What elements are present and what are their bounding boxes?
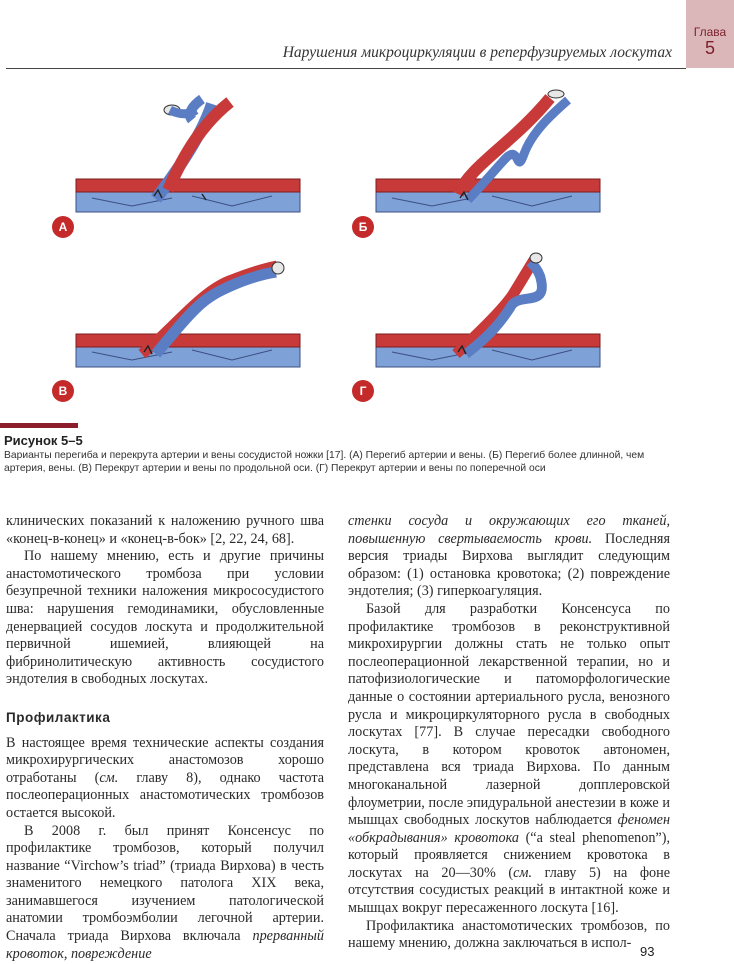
figure-badge-g: Г [352,380,374,402]
paragraph: Базой для разработки Консенсуса по профилактике тромбозов в реконструктивной микрохирургии должны стать не только опыт послеоперационной лекарственной терапии, но и патофизиологические и патоморфологические данные о состоянии артериального русла, венозного русла и микроциркуляторного русла в свободных лоскутах [77]. В случае пересадки свободного лоскута, в котором кровоток автономен, представлена вся триада Вирхова. По данным многоканальной лазерной допплеровской флоуметрии, после эпидуральной анестезии в коже и мышцах свободных лоскутов наблюдается феномен «обкрадывания» кровотока (“a steal phenomenon”), который проявляется снижением кровотока в лоскутах на 20—30% (см. главу 5) на фоне отсутствия сосудистых реакций в интактной коже и мышцах вокруг пересаженного лоскута [16]. [348,600,670,917]
header-divider [6,68,686,69]
figure-panel-g [372,250,604,382]
paragraph: клинических показаний к наложению ручного шва «конец-в-конец» и «конец-в-бок» [2, 22, 24, 68]. [6,513,324,547]
figure-badge-a: А [52,216,74,238]
paragraph: стенки сосуда и окружающих его тканей, повышенную свертываемость крови. Последняя версия триады Вирхова выглядит следующим образом: (1) остановка кровотока; (2) повреждение эндотелия; (3) гиперкоагуляция. [348,513,670,600]
paragraph: По нашему мнению, есть и другие причины анастомотического тромбоза при условии безупречной техники наложения микрососудистого шва: нарушения гемодинамики, обусловленные денервацией сосудов лоскута и продолжительной первичной ишемией, влияющей на фибринолитическую активность сосудистого эндотелия в свободных лоскутах. [6,548,324,688]
figure-caption-title: Рисунок 5–5 [4,433,83,448]
chapter-tab [686,0,734,68]
figure-panel-v [72,250,304,382]
figure-badge-v: В [52,380,74,402]
left-column [6,513,324,963]
paragraph: Профилактика анастомотических тромбозов, по нашему мнению, должна заключаться в испол- [348,917,670,952]
page-number: 93 [640,944,655,959]
figure-panel-a [72,84,304,228]
caption-bar [0,423,78,428]
right-column [348,513,670,953]
running-title: Нарушения микроциркуляции в реперфузируемых лоскутах [282,44,672,61]
figure-badge-b: Б [352,216,374,238]
chapter-number: 5 [704,38,715,58]
paragraph: В настоящее время технические аспекты создания микрохирургических анастомозов хорошо отработаны (см. главу 8), однако частота послеоперационных анастомотических тромбозов остается высокой. [6,734,324,821]
figure-panel-b [372,84,604,228]
chapter-label: Глава [693,25,727,39]
figure-caption-text: Варианты перегиба и перекрута артерии и вены сосудистой ножки [17]. (А) Перегиб артерии и вены. (Б) Перегиб более длинной, чем артерия, вены. (В) Перекрут артерии и вены по продольной оси. (Г) Перекрут артерии и вены по поперечной оси [4,450,645,474]
paragraph: В 2008 г. был принят Консенсус по профилактике тромбозов, который получил название “Virchow’s triad” (триада Вирхова) в честь знаменитого немецкого патолога XIX века, занимавшегося изучением патологической анатомии тромбоэмболии легочной артерии. Сначала триада Вирхова включала прерванный кровоток, повреждение [6,822,324,962]
section-heading: Профилактика [6,709,111,725]
